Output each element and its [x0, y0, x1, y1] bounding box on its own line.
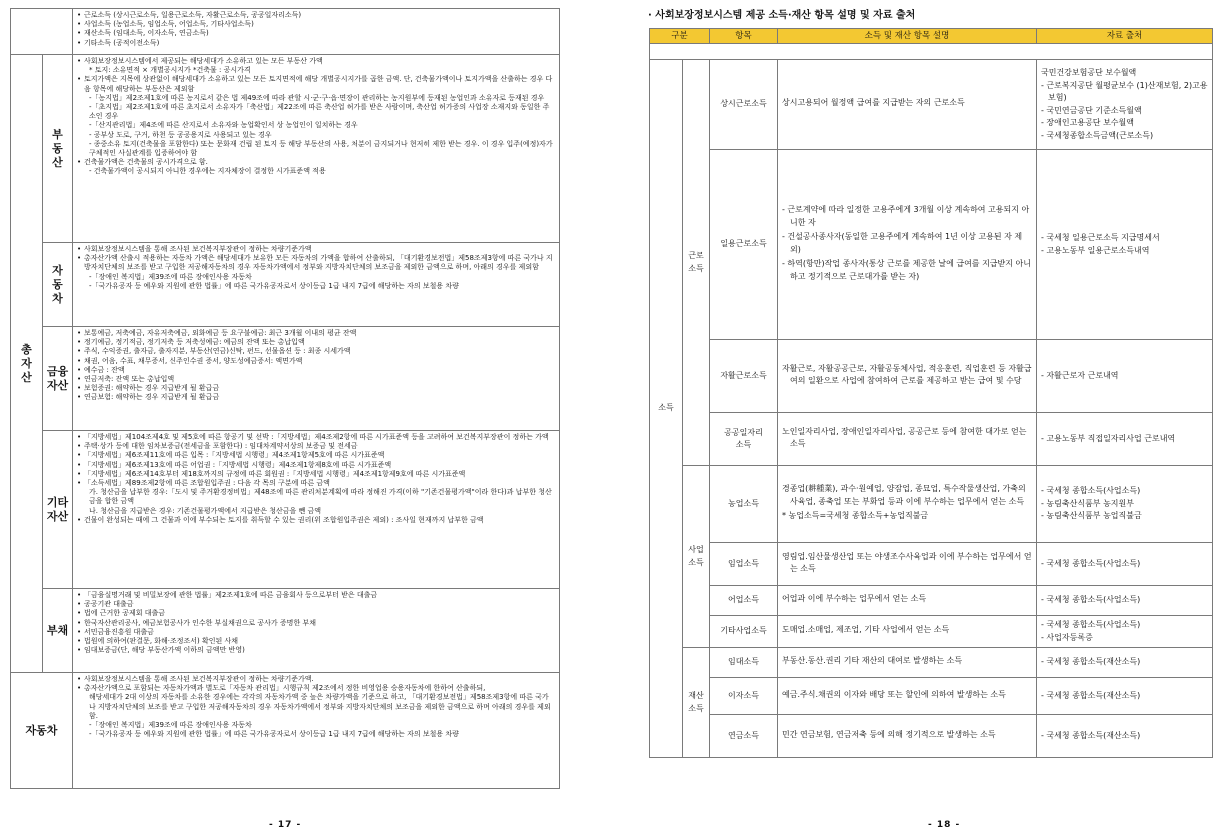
source-list: [1041, 558, 1208, 571]
list-item: • 「지방세법」제6조제14호부터 제18호까지의 규정에 따른 회원권 :「지방세법 시행령」제4조제1항제9호에 따른 시가표준액: [77, 470, 555, 479]
list-item: • 총자산가액으로 포함되는 자동차가액과 별도로「자동차 관리법」시행규칙 제2조에서 정한 비영업용 승용자동차에 한하여 산출하되,: [77, 684, 555, 693]
source-cell: [1037, 543, 1213, 586]
source-line: - 국세청 종합소득(재산소득): [1041, 690, 1141, 700]
desc-cell: [778, 678, 1037, 715]
item-label: 근로 소득: [688, 251, 704, 273]
list-item: • 「소득세법」제89조제2항에 따른 조합원입주권 : 다음 각 목의 구분에 따른 금액: [77, 479, 555, 488]
criteria-list: [77, 329, 555, 403]
list-item: - 종중소유 토지(건축물을 포함한다) 또는 문화재 건립 된 토지 등 해당 부동산의 사용, 처분이 금지되거나 현저히 제한 받는 경우. 이 경우 입주(예정)자가 구체적인 사실관계를 입증하여야 함: [89, 139, 553, 158]
group-labor-income: [683, 60, 710, 466]
source-list: [1041, 690, 1208, 703]
source-list: [1041, 485, 1208, 523]
item-label: 연금소득: [728, 730, 759, 740]
debt-label: 부채: [43, 589, 73, 673]
list-item: 가. 청산금을 납부한 경우:「도시 및 주거환경정비법」제48조에 따른 관리처분계획에 따라 정해진 가격(이하 "기존건물평가액"이라 한다)과 납부한 청산금을 합한 금액: [89, 488, 552, 506]
criteria-list: [77, 433, 555, 525]
real-estate-label: 부동산: [43, 55, 73, 243]
source-list: [1041, 232, 1208, 257]
item-label: 농업소득: [728, 498, 759, 508]
list-item: • 임대보증금(단, 해당 부동산가액 이하의 금액만 반영): [77, 646, 555, 655]
desc-cell: [778, 586, 1037, 616]
row-content-real-estate: [73, 55, 560, 243]
description-line: - 하역(항만)작업 종사자(통상 근로를 제공한 날에 급여를 지급받지 아니하고 정기적으로 근로대가를 받는 자): [782, 259, 1031, 281]
description-list: [782, 363, 1032, 388]
list-item: • 보통예금, 저축예금, 자유저축예금, 외화예금 등 요구불예금: 최근 3개월 이내의 평균 잔액: [77, 329, 555, 338]
list-item: -「장애인 복지법」제39조에 따른 장애인사용 자동차: [89, 272, 252, 281]
list-item: 나. 청산금을 지급받은 경우: 기존건물평가액에서 지급받은 청산금을 뺀 금액: [89, 506, 322, 515]
description-line: - 근로계약에 따라 일정한 고용주에게 3개월 이상 계속하여 고용되지 아니한 자: [782, 205, 1030, 227]
table-row: [11, 327, 560, 431]
item-label: 이자소득: [728, 690, 759, 700]
financial-assets-label: 금융자산: [43, 327, 73, 431]
item-label: 재산 소득: [688, 691, 704, 713]
list-item: • 보험증권: 해약하는 경우 지급받게 될 환급금: [77, 384, 555, 393]
source-cell: [1037, 340, 1213, 413]
list-item: • 한국자산관리공사, 예금보험공사가 인수한 부실채권으로 공사가 증명한 부채: [77, 619, 555, 628]
criteria-list: [77, 57, 555, 177]
source-line: 국민건강보험공단 보수월액: [1041, 68, 1137, 77]
source-line: - 국세청 종합소득(재산소득): [1041, 730, 1141, 740]
source-list: [1041, 619, 1208, 644]
table-row: [650, 60, 1213, 150]
page-18: [610, 0, 1219, 839]
item-cell: [710, 678, 778, 715]
item-label: 기타사업소득: [720, 626, 767, 636]
list-item: • 주택·상가 등에 대한 임차보증금(전세금을 포함한다) : 임대차계약서상의 보증금 및 전세금: [77, 442, 555, 451]
table-row: [11, 673, 560, 789]
source-line: - 국민연금공단 기준소득월액: [1041, 105, 1142, 115]
table-row: [11, 243, 560, 327]
list-item: • 「지방세법」제104조제4호 및 제5호에 따른 항공기 및 선박 :「지방세법」제4조제2항에 따른 시가표준액 등을 고려하여 보건복지부장관이 정하는 가액: [77, 433, 555, 442]
source-cell: [1037, 466, 1213, 543]
desc-cell: [778, 150, 1037, 340]
source-line: - 농림축산식품부 농지원부: [1041, 498, 1134, 508]
source-line: - 고용노동부 일용근로소득내역: [1041, 245, 1150, 255]
list-item: -「초지법」제2조제1호에 따른 초지로서 소유자가「축산법」제22조에 따른 축산업 허가를 받은 사람이며, 축산업 허가증의 사업장 소재지와 동일한 주소인 경우: [89, 103, 550, 121]
list-item: -「농지법」제2조제1호에 따른 농지로서 같은 법 제49조에 따라 관할 시·군·구·읍·면장이 관리하는 농지원부에 등재된 농업인과 소유자로 등재된 경우: [89, 93, 545, 102]
source-cell: [1037, 150, 1213, 340]
description-line: 예금.주식.채권의 이자와 배당 또는 할인에 의하여 발생하는 소득: [782, 689, 1006, 699]
list-item: • 「금융실명거래 및 비밀보장에 관한 법률」제2조제1호에 따른 금융회사 등으로부터 받은 대출금: [77, 591, 555, 600]
description-line: * 농업소득=국세청 종합소득+농업직불금: [782, 511, 929, 521]
item-label: 임대소득: [728, 657, 759, 667]
list-item: • 연금저축: 잔액 또는 총납입액: [77, 375, 555, 384]
desc-cell: [778, 648, 1037, 678]
description-list: [782, 204, 1032, 283]
desc-cell: [778, 616, 1037, 648]
source-line: - 사업자등록증: [1041, 632, 1093, 642]
item-label: 어업소득: [728, 595, 759, 605]
list-item: • 법원에 의하여(판결문, 화해·조정조서) 확인된 사채: [77, 637, 555, 646]
item-label: 공공일자리 소득: [724, 427, 763, 449]
list-item: • 건축물가액은 건축물의 공시가격으로 함.: [77, 158, 555, 167]
source-line: - 국세청종합소득금액(근로소득): [1041, 130, 1154, 140]
row-content-car-asset: [73, 243, 560, 327]
desc-cell: [778, 543, 1037, 586]
source-line: - 국세청 종합소득(재산소득): [1041, 657, 1141, 667]
list-item: • 채권, 어음, 수표, 채무증서, 신주인수권 증서, 양도성예금증서: 액면가액: [77, 357, 555, 366]
list-item: - 건축물가액이 공시되지 아니한 경우에는 지자체장이 결정한 시가표준액 적용: [89, 167, 326, 176]
spacer-cell: [650, 44, 1213, 60]
header-item: 항목: [710, 29, 778, 44]
description-line: 영림업.임산물생산업 또는 야생조수사육업과 이에 부수하는 업무에서 얻는 소득: [782, 551, 1032, 573]
item-cell: [710, 60, 778, 150]
source-line: - 국세청 종합소득(사업소득): [1041, 486, 1141, 496]
source-line: - 국세청 종합소득(사업소득): [1041, 558, 1141, 568]
source-cell: [1037, 715, 1213, 758]
source-list: [1041, 730, 1208, 743]
source-line: - 국세청 종합소득(사업소득): [1041, 595, 1141, 605]
description-line: - 건설공사종사자(동일한 고용주에게 계속하여 1년 이상 고용된 자 제외): [782, 232, 1023, 254]
source-line: - 근로복지공단 월평균보수 (1)산재보험, 2)고용보험): [1041, 80, 1208, 102]
row-content-vehicle: [73, 673, 560, 789]
table-row: [11, 431, 560, 589]
table-row: [650, 616, 1213, 648]
table-row: [650, 586, 1213, 616]
item-cell: [710, 466, 778, 543]
other-assets-label: 기타자산: [43, 431, 73, 589]
criteria-list: [77, 591, 555, 655]
source-cell: [1037, 413, 1213, 466]
table-row: [11, 55, 560, 243]
description-list: [782, 624, 1032, 637]
header-description: 소득 및 재산 항목 설명: [778, 29, 1037, 44]
description-line: 경종업(耕種業), 과수·원예업, 양잠업, 종묘업, 특수작물생산업, 가축의 사육업, 종축업 또는 부화업 등과 이에 부수하는 업무에서 얻는 소득: [782, 484, 1026, 506]
income-blank-cell: [11, 9, 73, 55]
item-label: 일용근로소득: [720, 239, 767, 249]
list-item: • 기타소득 (공적이전소득): [77, 39, 555, 48]
table-row: [11, 9, 560, 55]
page-number: - 17 -: [269, 820, 302, 830]
item-cell: [710, 340, 778, 413]
item-cell: [710, 586, 778, 616]
list-item: • 정기예금, 정기적금, 정기저축 등 저축성예금: 예금의 잔액 또는 총납입액: [77, 338, 555, 347]
list-item: • 사회보장정보시스템을 통해 조사된 보건복지부장관이 정하는 차량기준가액.: [77, 675, 555, 684]
source-list: [1041, 67, 1208, 142]
source-cell: [1037, 648, 1213, 678]
source-list: [1041, 370, 1208, 383]
item-label: 임업소득: [728, 558, 759, 568]
item-cell: [710, 413, 778, 466]
list-item: • 법에 근거한 공제회 대출금: [77, 609, 555, 618]
list-item: -「장애인 복지법」제39조에 따른 장애인사용 자동차: [89, 721, 252, 730]
list-item: • 예수금 : 잔액: [77, 366, 555, 375]
row-content-income: [73, 9, 560, 55]
source-line: - 농림축산식품부 농업직불금: [1041, 511, 1142, 521]
source-line: - 고용노동부 직접일자리사업 근로내역: [1041, 433, 1176, 443]
description-list: [782, 551, 1032, 576]
vehicle-label: 자동차: [11, 673, 73, 789]
item-label: 상시근로소득: [720, 99, 767, 109]
list-item: • 재산소득 (임대소득, 이자소득, 연금소득): [77, 29, 555, 38]
criteria-list: [77, 675, 555, 739]
list-item: 해당세대가 2대 이상의 자동차를 소유한 경우에는 각각의 자동차가액 중 높은 차량가액을 기준으로 하고, 「대기환경보전법」제58조제3항에 따른 국가나 지방자치단체의 보조를 받고 구입한 저공해자동차의 경우 자동차가액에서 정부와 지방자치단체의 보조금을 제외한 금액으로 하며 아래의 경우를 제외함.: [89, 693, 551, 720]
description-line: 부동산.동산.권리 기타 재산의 대여로 발생하는 소득: [782, 656, 963, 666]
table-row: [11, 589, 560, 673]
source-cell: [1037, 60, 1213, 150]
source-cell: [1037, 678, 1213, 715]
list-item: • 서민금융진흥원 대출금: [77, 628, 555, 637]
item-label: 자활근로소득: [720, 370, 767, 380]
list-item: • 주식, 수익증권, 출자금, 출자지분, 부동산(연금)신탁, 펀드, 선물옵션 등 : 최종 시세가액: [77, 347, 555, 356]
description-line: 자활근로, 자활공공근로, 자활공동체사업, 적응훈련, 직업훈련 등 자활급여의 일환으로 사업에 참여하여 근로를 제공하고 받는 급여 및 수당: [782, 363, 1032, 385]
source-list: [1041, 594, 1208, 607]
list-item: -「국가유공자 등 예우와 지원에 관한 법률」에 따른 국가유공자로서 상이등급 1급 내지 7급에 해당하는 자의 보철용 차량: [89, 281, 459, 290]
list-item: -「국가유공자 등 예우와 지원에 관한 법률」에 따른 국가유공자로서 상이등급 1급 내지 7급에 해당하는 자의 보철용 차량: [89, 730, 459, 739]
assets-criteria-table: [10, 8, 560, 789]
table-row: [650, 678, 1213, 715]
desc-cell: [778, 413, 1037, 466]
list-item: • 사업소득 (농업소득, 임업소득, 어업소득, 기타사업소득): [77, 20, 555, 29]
description-line: 도매업.소매업, 제조업, 기타 사업에서 얻는 소득: [782, 625, 950, 635]
list-item: • 사회보장정보시스템에서 제공되는 해당세대가 소유하고 있는 모든 부동산 가액: [77, 57, 555, 66]
criteria-list: [77, 11, 555, 48]
section-heading: · 사회보장정보시스템 제공 소득·재산 항목 설명 및 자료 출처: [648, 10, 916, 21]
table-row: [650, 543, 1213, 586]
list-item: • 사회보장정보시스템을 통해 조사된 보건복지부장관이 정하는 차량기준가액: [77, 245, 555, 254]
description-line: 민간 연금보험, 연금저축 등에 의해 정기적으로 발생하는 소득: [782, 729, 996, 739]
description-list: [782, 426, 1032, 451]
list-item: - 공부상 도로, 구거, 하천 등 공공용지로 사용되고 있는 경우: [89, 130, 272, 139]
desc-cell: [778, 340, 1037, 413]
car-asset-label: 자동차: [43, 243, 73, 327]
item-cell: [710, 616, 778, 648]
source-list: [1041, 433, 1208, 446]
row-content-debt: [73, 589, 560, 673]
row-content-other-assets: [73, 431, 560, 589]
list-item: -「산지관리법」제4조에 따른 산지로서 소유자와 농업확인서 상 농업인이 일치하는 경우: [89, 121, 358, 130]
item-cell: [710, 150, 778, 340]
group-business-income: [683, 466, 710, 648]
row-content-financial-assets: [73, 327, 560, 431]
group-property-income: [683, 648, 710, 758]
table-row: [650, 715, 1213, 758]
table-row: [650, 648, 1213, 678]
list-item: • 토지가액은 지목에 상관없이 해당세대가 소유하고 있는 모든 토지면적에 해당 개별공시지가를 곱한 금액. 단, 건축물가액이나 토지가액을 산출하는 경우 다음 항목에 해당하는 부동산은 제외함: [77, 75, 555, 93]
description-list: [782, 593, 1032, 606]
item-label: 사업 소득: [688, 545, 704, 567]
table-row: [650, 44, 1213, 60]
header-source: 자료 출처: [1037, 29, 1213, 44]
income-source-table: [649, 28, 1213, 758]
description-line: 어업과 이에 부수하는 업무에서 얻는 소득: [782, 594, 927, 604]
desc-cell: [778, 60, 1037, 150]
source-line: - 국세청 일용근로소득 지급명세서: [1041, 233, 1160, 242]
source-line: - 자활근로자 근로내역: [1041, 370, 1119, 380]
list-item: • 연금보험: 해약하는 경우 지급받게 될 환급금: [77, 393, 555, 402]
source-line: - 국세청 종합소득(사업소득): [1041, 620, 1141, 629]
table-row: [650, 150, 1213, 340]
description-list: [782, 655, 1032, 668]
description-list: [782, 97, 1032, 110]
description-list: [782, 689, 1032, 702]
table-header-row: [650, 29, 1213, 44]
table-row: [650, 466, 1213, 543]
description-line: 상시고용되어 월정액 급여를 지급받는 자의 근로소득: [782, 98, 965, 108]
table-row: [650, 413, 1213, 466]
criteria-list: [77, 245, 555, 291]
source-cell: [1037, 616, 1213, 648]
list-item: • 「지방세법」제6조제13호에 따른 어업권 :「지방세법 시행령」제4조제1항제8호에 따른 시가표준액: [77, 461, 555, 470]
header-category: 구분: [650, 29, 710, 44]
total-assets-label: 총자산: [11, 55, 43, 673]
source-line: - 장애인고용공단 보수월액: [1041, 118, 1134, 127]
list-item: • 근로소득 (상시근로소득, 일용근로소득, 자활근로소득, 공공일자리소득): [77, 11, 555, 20]
desc-cell: [778, 715, 1037, 758]
source-list: [1041, 656, 1208, 669]
list-item: • 건물이 완성되는 때에 그 건물과 이에 부수되는 토지를 취득할 수 있는 권리(위 조합원입주권은 제외) : 조사일 현재까지 납부한 금액: [77, 516, 555, 525]
item-cell: [710, 648, 778, 678]
description-list: [782, 729, 1032, 742]
list-item: * 토지: 소유면적 × 개별공시지가 *건축물 : 공시가격: [89, 66, 251, 75]
list-item: • 「지방세법」제6조제11호에 따른 입목 :「지방세법 시행령」제4조제1항제5호에 따른 시가표준액: [77, 451, 555, 460]
page-17: [0, 0, 609, 839]
description-line: 노인일자리사업, 장애인일자리사업, 공공근로 등에 참여한 대가로 얻는 소득: [782, 426, 1027, 448]
desc-cell: [778, 466, 1037, 543]
list-item: • 총자산가액 산출시 적용하는 자동차 가액은 해당세대가 보유한 모든 자동차의 가액을 합하여 산출하되, 「대기환경보전법」제58조제3항에 따른 국가나 지방자치단체의 보조를 받고 구입한 저공해자동차의 경우 자동차가액에서 정부와 지방자치단체의 보조금을 제외한 금액으로 하며, 아래의 경우를 제외함: [77, 254, 555, 272]
list-item: • 공공기관 대출금: [77, 600, 555, 609]
source-cell: [1037, 586, 1213, 616]
table-row: [650, 340, 1213, 413]
category-income: 소득: [650, 60, 683, 758]
description-list: [782, 483, 1032, 523]
item-cell: [710, 715, 778, 758]
page-number: - 18 -: [928, 820, 961, 830]
item-cell: [710, 543, 778, 586]
